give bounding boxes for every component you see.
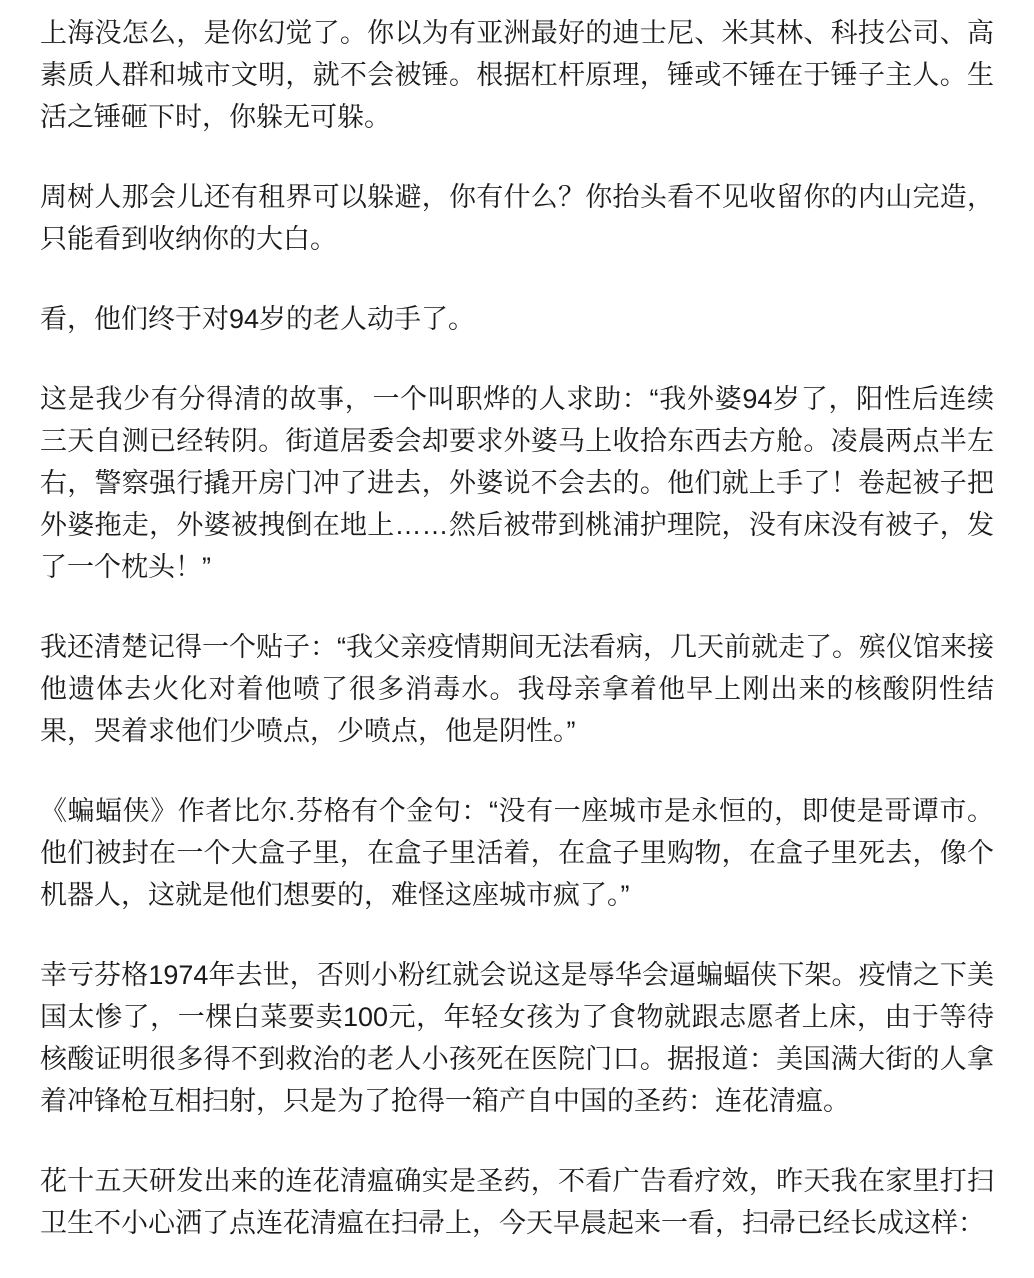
article-paragraph: 上海没怎么，是你幻觉了。你以为有亚洲最好的迪士尼、米其林、科技公司、高素质人群和城市文明，就不会被锤。根据杠杆原理，锤或不锤在于锤子主人。生活之锤砸下时，你躲无可躲。	[40, 18, 994, 132]
article-paragraph: 花十五天研发出来的连花清瘟确实是圣药，不看广告看疗效，昨天我在家里打扫卫生不小心洒了点连花清瘟在扫帚上，今天早晨起来一看，扫帚已经长成这样：	[40, 1166, 994, 1238]
article-paragraph: 看，他们终于对94岁的老人动手了。	[40, 304, 476, 334]
article-paragraph: 我还清楚记得一个贴子：“我父亲疫情期间无法看病，几天前就走了。殡仪馆来接他遗体去火化对着他喷了很多消毒水。我母亲拿着他早上刚出来的核酸阴性结果，哭着求他们少喷点，少喷点，他是阴性。”	[40, 632, 994, 746]
article-paragraph: 周树人那会儿还有租界可以躲避，你有什么？你抬头看不见收留你的内山完造，只能看到收纳你的大白。	[40, 182, 994, 254]
article-paragraph: 《蝙蝠侠》作者比尔.芬格有个金句：“没有一座城市是永恒的，即使是哥谭市。他们被封在一个大盒子里，在盒子里活着，在盒子里购物，在盒子里死去，像个机器人，这就是他们想要的，难怪这座城市疯了。”	[40, 796, 994, 910]
article-paragraph: 这是我少有分得清的故事，一个叫职烨的人求助：“我外婆94岁了，阳性后连续三天自测已经转阴。街道居委会却要求外婆马上收拾东西去方舱。凌晨两点半左右，警察强行撬开房门冲了进去，外婆说不会去的。他们就上手了！卷起被子把外婆拖走，外婆被拽倒在地上……然后被带到桃浦护理院，没有床没有被子，发了一个枕头！”	[40, 384, 994, 582]
article-paragraph: 幸亏芬格1974年去世，否则小粉红就会说这是辱华会逼蝙蝠侠下架。疫情之下美国太惨了，一棵白菜要卖100元，年轻女孩为了食物就跟志愿者上床，由于等待核酸证明很多得不到救治的老人小孩死在医院门口。据报道：美国满大街的人拿着冲锋枪互相扫射，只是为了抢得一箱产自中国的圣药：连花清瘟。	[40, 960, 994, 1116]
